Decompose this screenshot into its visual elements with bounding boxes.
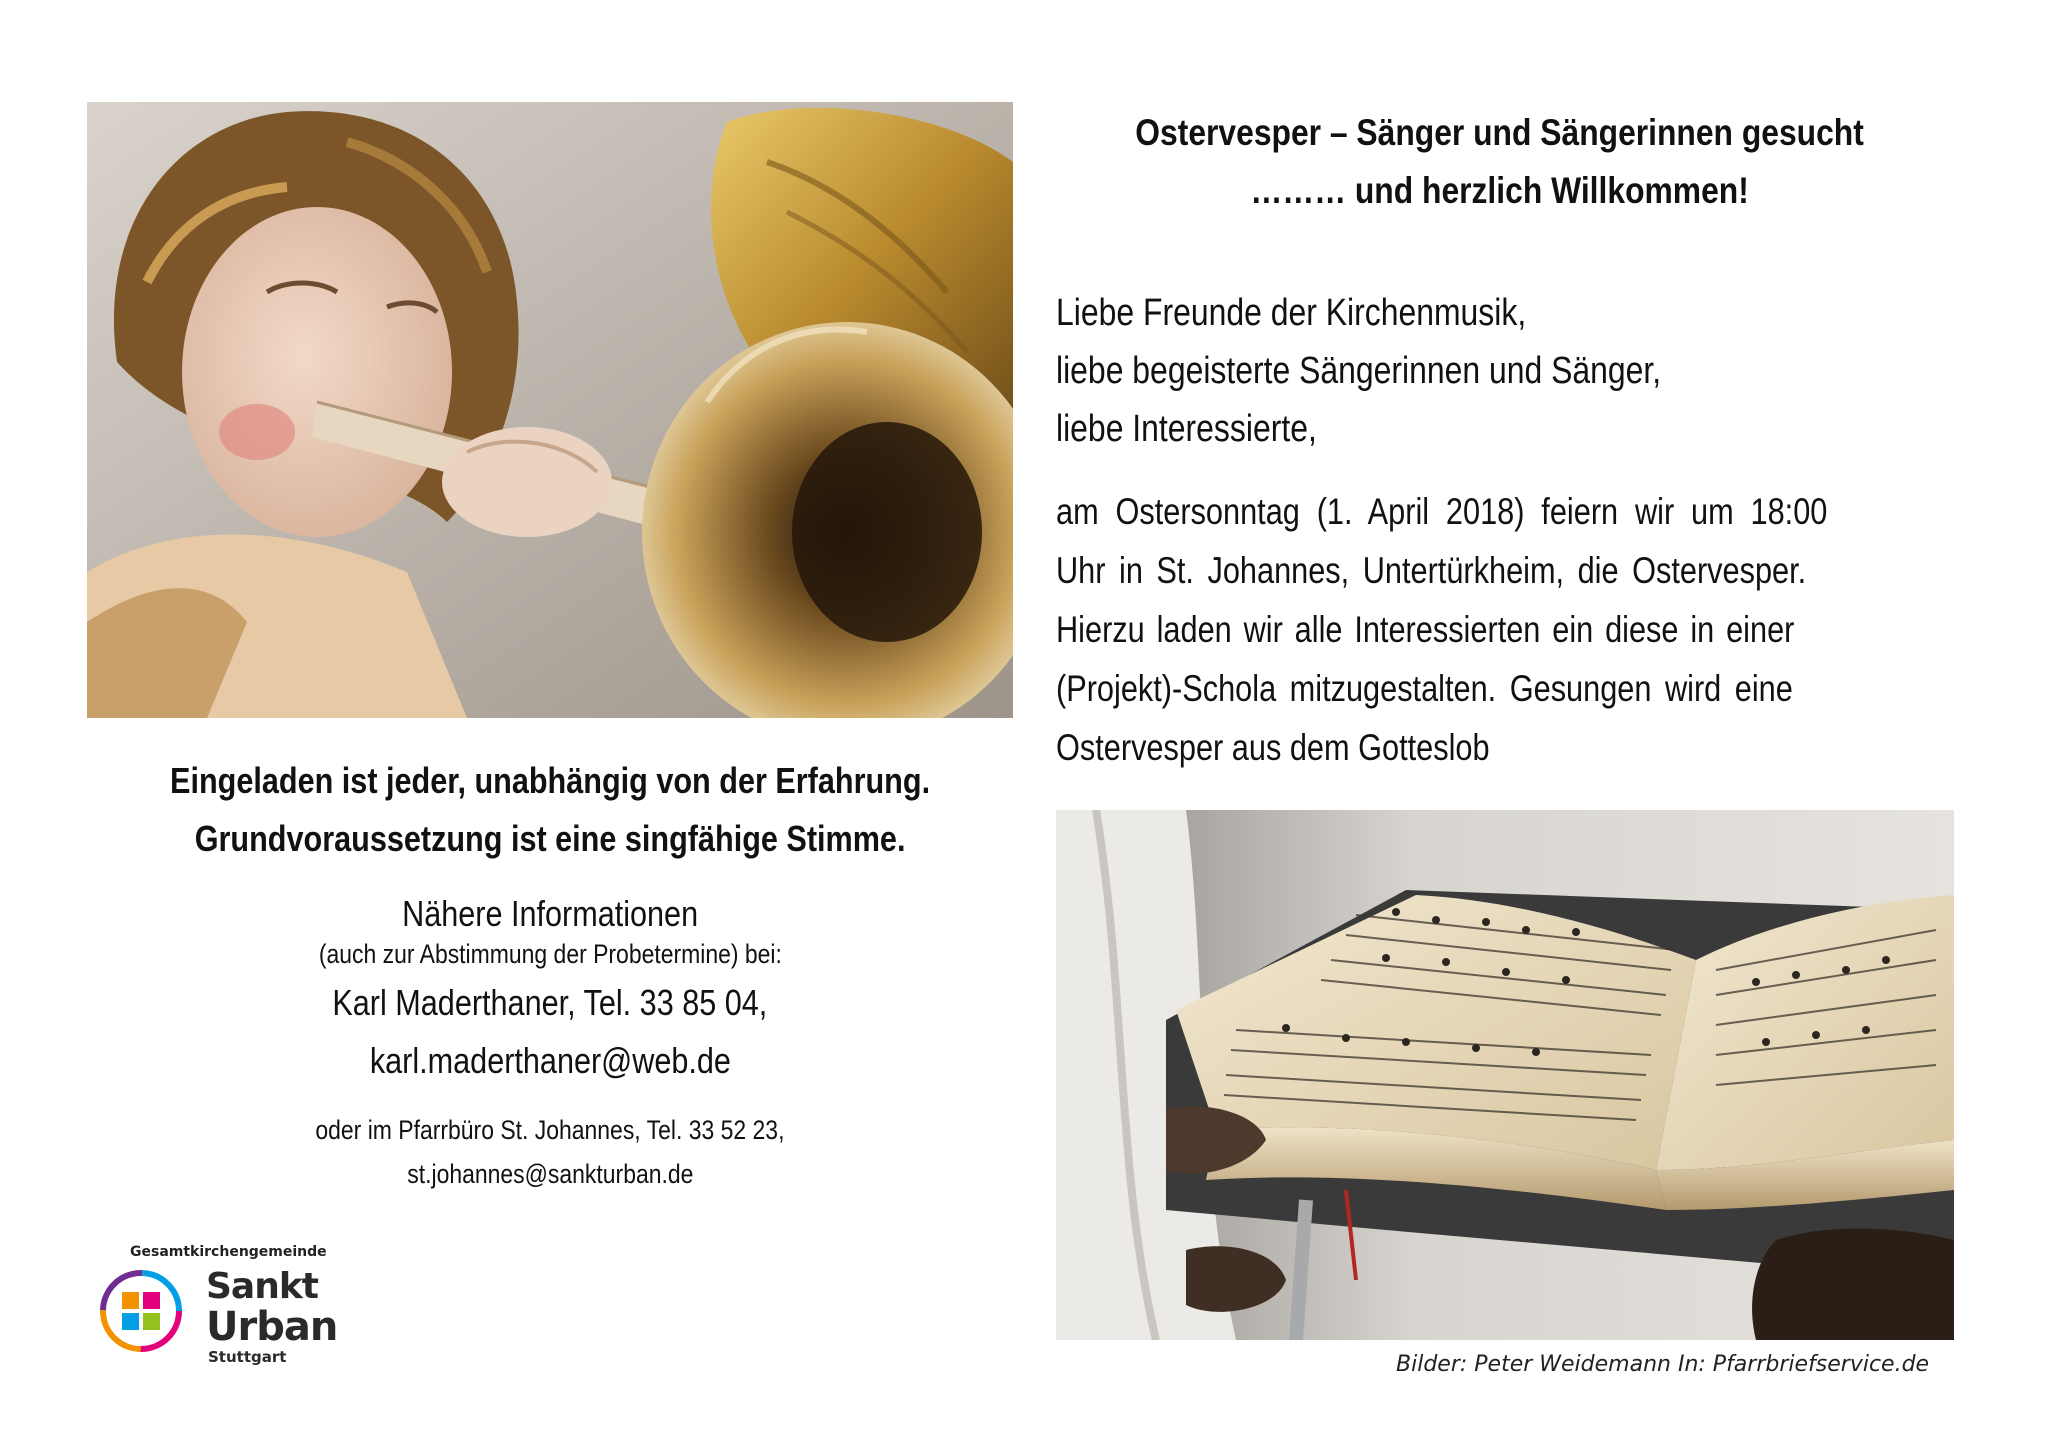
contact-name-phone: Karl Maderthaner, Tel. 33 85 04, — [332, 982, 768, 1023]
logo-caption: Gesamtkirchengemeinde — [130, 1244, 327, 1260]
heading-line-1: Ostervesper – Sänger und Sängerinnen gesucht — [1135, 112, 1865, 153]
cross-circle-icon — [98, 1268, 184, 1354]
sankt-urban-logo — [98, 1244, 358, 1374]
contact-title: Nähere Informationen — [402, 893, 698, 934]
angel-trumpet-photo — [87, 102, 1013, 718]
invitation-block — [87, 752, 1013, 868]
paragraph-line: Hierzu laden wir alle Interessierten ein diese in einer — [1056, 609, 1795, 650]
event-paragraph — [1056, 482, 1936, 777]
open-hymnal-illustration — [1056, 810, 1954, 1340]
contact-email[interactable]: karl.maderthaner@web.de — [369, 1040, 731, 1081]
greeting-line: liebe Interessierte, — [1056, 408, 1317, 450]
greeting-block — [1056, 284, 1936, 458]
invitation-line-2: Grundvoraussetzung ist eine singfähige Stimme. — [194, 818, 906, 859]
contact-subtitle: (auch zur Abstimmung der Probetermine) bei: — [318, 939, 782, 969]
contact-block — [87, 892, 1013, 1196]
greeting-line: Liebe Freunde der Kirchenmusik, — [1056, 292, 1527, 334]
image-credit: Bilder: Peter Weidemann In: Pfarrbriefservice.de — [1396, 1352, 1930, 1377]
logo-city: Stuttgart — [208, 1348, 287, 1366]
office-email[interactable]: st.johannes@sankturban.de — [406, 1159, 694, 1189]
greeting-line: liebe begeisterte Sängerinnen und Sänger, — [1056, 350, 1662, 392]
heading-line-2: ……… und herzlich Willkommen! — [1250, 170, 1750, 211]
office-contact: oder im Pfarrbüro St. Johannes, Tel. 33 52 23, — [315, 1115, 785, 1145]
event-heading — [1060, 112, 1940, 222]
angel-trumpet-illustration — [87, 102, 1013, 718]
hymnal-book-photo — [1056, 810, 1954, 1340]
paragraph-line: am Ostersonntag (1. April 2018) feiern wir um 18:00 — [1056, 491, 1828, 532]
paragraph-line: Ostervesper aus dem Gotteslob — [1056, 727, 1490, 768]
paragraph-line: (Projekt)-Schola mitzugestalten. Gesungen wird eine — [1056, 668, 1793, 709]
paragraph-line: Uhr in St. Johannes, Untertürkheim, die Ostervesper. — [1056, 550, 1807, 591]
logo-word-sankt: Sankt — [206, 1266, 318, 1307]
logo-word-urban: Urban — [206, 1304, 338, 1350]
invitation-line-1: Eingeladen ist jeder, unabhängig von der Erfahrung. — [169, 760, 931, 801]
